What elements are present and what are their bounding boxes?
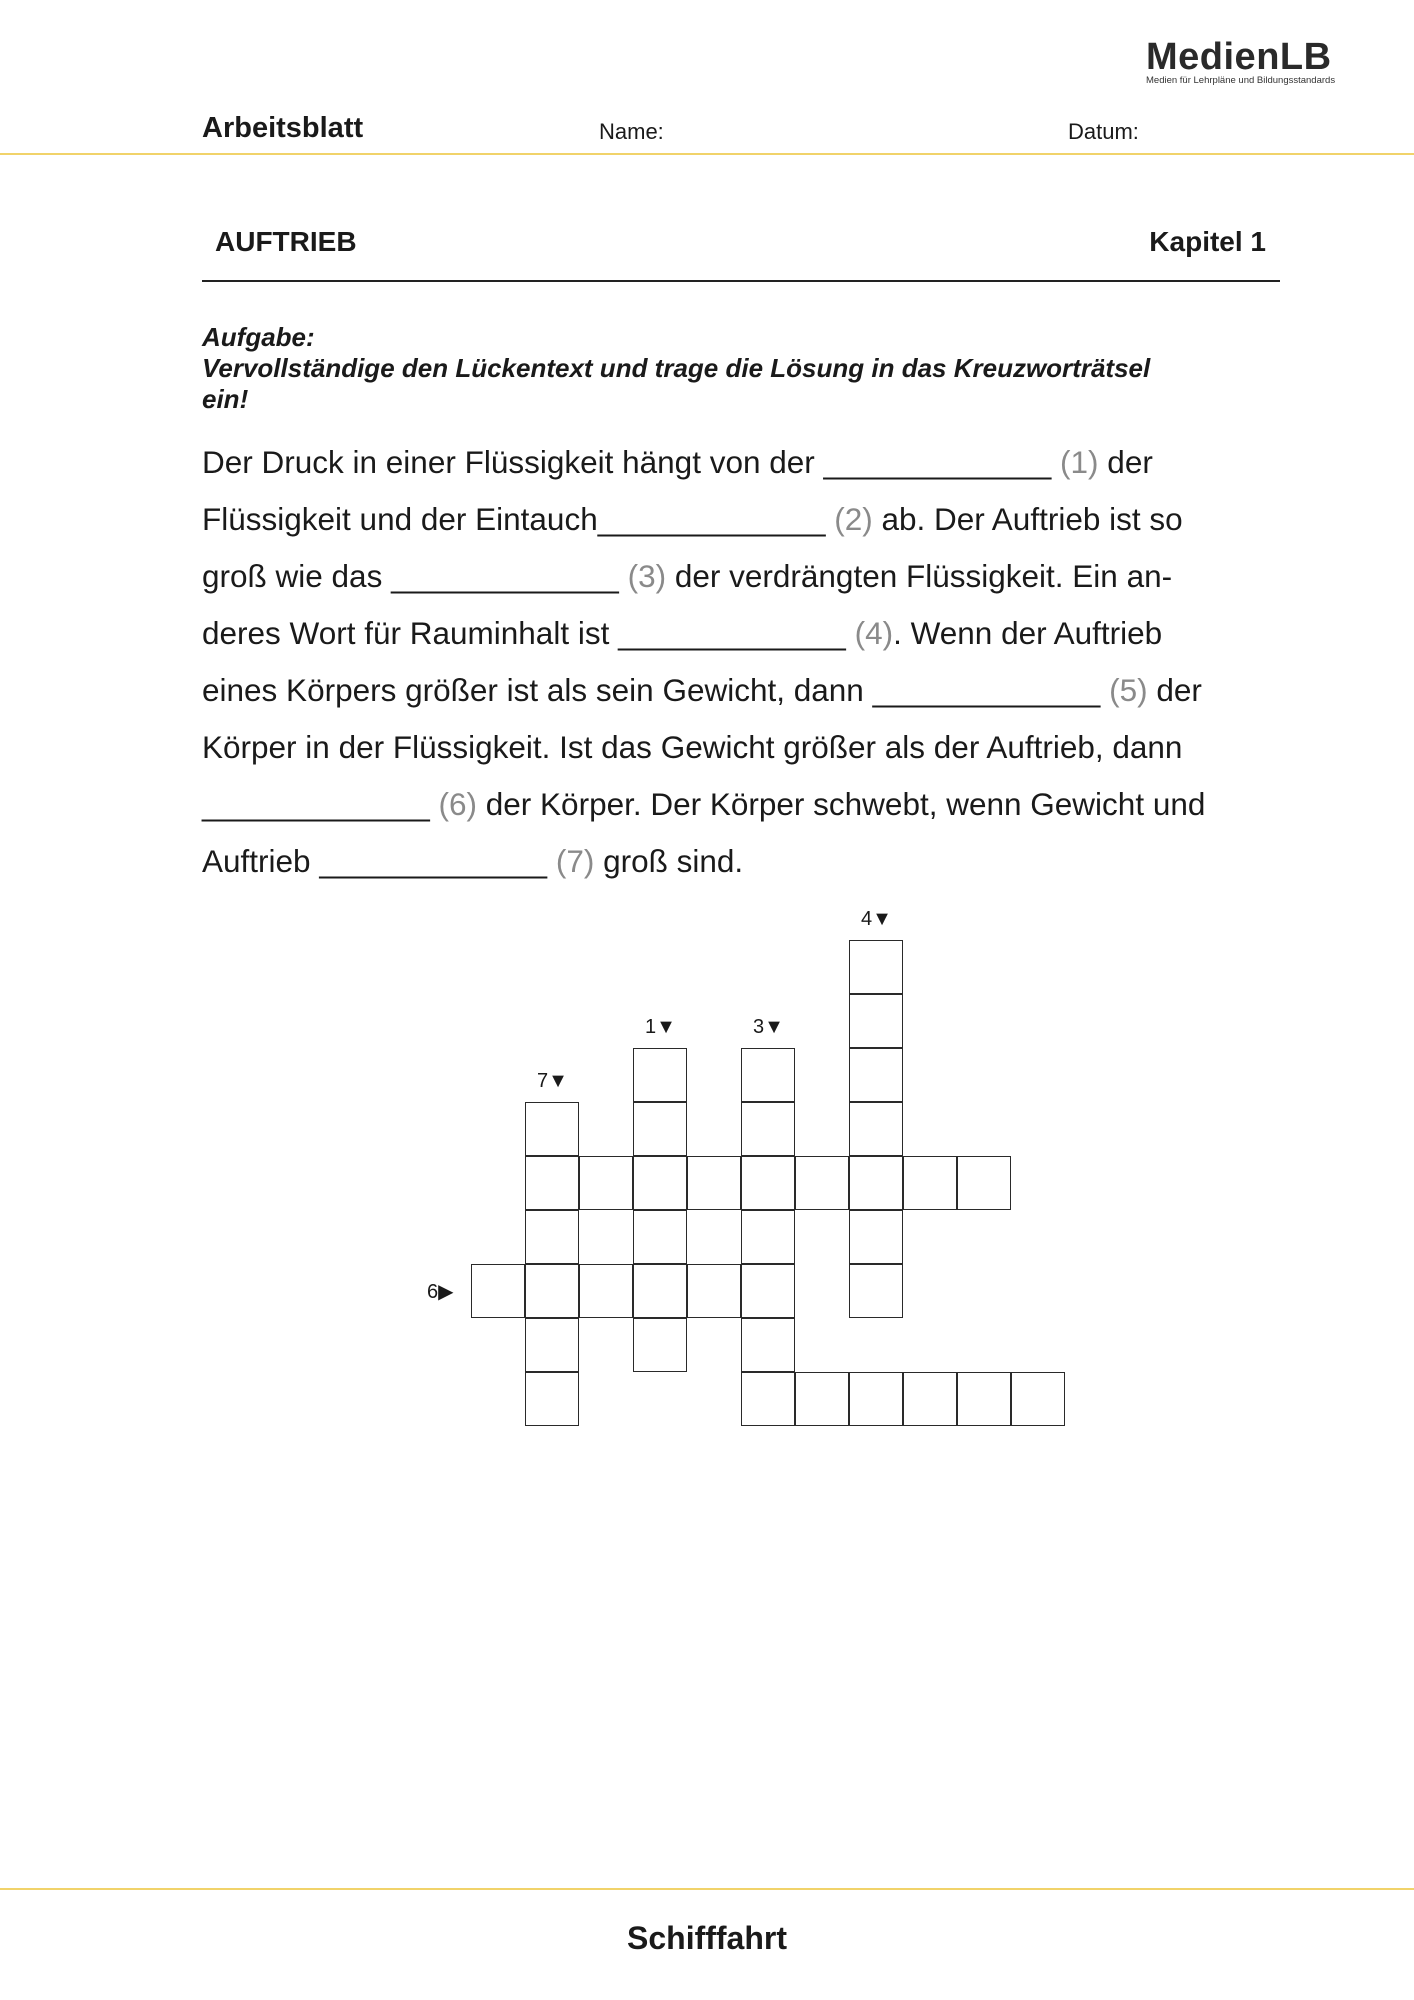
cloze-text-segment: der	[1098, 444, 1153, 480]
crossword-cell[interactable]	[795, 1156, 849, 1210]
cloze-text-segment: groß wie das	[202, 558, 392, 594]
cloze-text-segment: der verdrängten Flüssigkeit. Ein an-	[666, 558, 1173, 594]
crossword-cell[interactable]	[525, 1102, 579, 1156]
topic-heading: AUFTRIEB	[215, 226, 357, 257]
answer-blank[interactable]: _____________	[823, 444, 1052, 480]
answer-blank[interactable]: _____________	[872, 672, 1101, 708]
crossword-cell[interactable]	[525, 1210, 579, 1264]
crossword-cell[interactable]	[903, 1372, 957, 1426]
footer-divider	[0, 1888, 1414, 1890]
logo-tagline: Medien für Lehrpläne und Bildungsstandards	[1146, 75, 1336, 86]
answer-blank[interactable]: _____________	[319, 843, 548, 879]
cloze-text-segment: groß sind.	[594, 843, 744, 879]
crossword-cell[interactable]	[579, 1264, 633, 1318]
date-field-label: Datum:	[1068, 119, 1139, 144]
crossword-cell[interactable]	[741, 1156, 795, 1210]
crossword-cell[interactable]	[741, 1102, 795, 1156]
answer-blank[interactable]: _____________	[597, 501, 826, 537]
cloze-text-segment: eines Körpers größer ist als sein Gewicht, dann	[202, 672, 873, 708]
name-field-label: Name:	[599, 119, 664, 144]
crossword-cell[interactable]	[849, 1264, 903, 1318]
crossword-cell[interactable]	[525, 1318, 579, 1372]
crossword-cell[interactable]	[849, 1210, 903, 1264]
crossword-cell[interactable]	[633, 1048, 687, 1102]
cloze-text-segment: ab. Der Auftrieb ist so	[872, 501, 1183, 537]
crossword-cell[interactable]	[849, 940, 903, 994]
answer-blank[interactable]: _____________	[202, 786, 430, 822]
crossword-cell[interactable]	[849, 994, 903, 1048]
crossword-cell[interactable]	[633, 1102, 687, 1156]
chapter-heading: Kapitel 1	[1149, 226, 1266, 257]
clue-label-4: 4▼	[861, 908, 892, 930]
blank-number: (6)	[438, 786, 478, 822]
crossword-cell[interactable]	[903, 1156, 957, 1210]
crossword-cell[interactable]	[741, 1264, 795, 1318]
cloze-text-segment: Der Druck in einer Flüssigkeit hängt von der	[202, 444, 824, 480]
crossword-cell[interactable]	[849, 1102, 903, 1156]
clue-label-3: 3▼	[753, 1016, 784, 1038]
blank-number: (5)	[1109, 672, 1148, 708]
crossword-cell[interactable]	[741, 1318, 795, 1372]
crossword-cell[interactable]	[633, 1156, 687, 1210]
crossword-cell[interactable]	[471, 1264, 525, 1318]
crossword-cell[interactable]	[525, 1264, 579, 1318]
clue-label-6: 6▶	[427, 1281, 454, 1303]
crossword-cell[interactable]	[633, 1318, 687, 1372]
crossword-cell[interactable]	[795, 1372, 849, 1426]
cloze-text-segment: . Wenn der Auftrieb	[893, 615, 1163, 651]
crossword-cell[interactable]	[687, 1156, 741, 1210]
crossword-cell[interactable]	[741, 1210, 795, 1264]
task-instruction-line-2: ein!	[202, 384, 249, 414]
crossword-cell[interactable]	[957, 1156, 1011, 1210]
blank-number: (1)	[1060, 444, 1099, 480]
cloze-text-segment: Flüssigkeit und der Eintauch	[202, 501, 598, 537]
cloze-text-segment: der	[1147, 672, 1202, 708]
footer-series-title: Schifffahrt	[627, 1920, 787, 1956]
blank-number: (3)	[627, 558, 667, 594]
task-instruction-line-1: Vervollständige den Lückentext und trage die Lösung in das Kreuzworträtsel	[202, 353, 1151, 383]
crossword-cell[interactable]	[525, 1372, 579, 1426]
crossword-cell[interactable]	[741, 1372, 795, 1426]
blank-number: (4)	[854, 615, 894, 651]
blank-number: (7)	[555, 843, 595, 879]
crossword-cell[interactable]	[849, 1156, 903, 1210]
cloze-text-segment: Körper in der Flüssigkeit. Ist das Gewicht größer als der Auftrieb, dann	[202, 729, 1183, 765]
crossword-cell[interactable]	[849, 1372, 903, 1426]
worksheet-title: Arbeitsblatt	[202, 112, 364, 144]
crossword-cell[interactable]	[525, 1156, 579, 1210]
cloze-text-segment: der Körper. Der Körper schwebt, wenn Gewicht und	[477, 786, 1206, 822]
cloze-text-segment: deres Wort für Rauminhalt ist	[202, 615, 619, 651]
crossword-cell[interactable]	[633, 1264, 687, 1318]
logo-wordmark: MedienLB	[1146, 36, 1332, 78]
crossword-cell[interactable]	[957, 1372, 1011, 1426]
task-label: Aufgabe:	[202, 322, 315, 352]
crossword-cell[interactable]	[849, 1048, 903, 1102]
crossword-cell[interactable]	[633, 1210, 687, 1264]
blank-number: (2)	[834, 501, 873, 537]
crossword-cell[interactable]	[687, 1264, 741, 1318]
crossword-cell[interactable]	[741, 1048, 795, 1102]
clue-label-1: 1▼	[645, 1016, 676, 1038]
crossword-cell[interactable]	[1011, 1372, 1065, 1426]
answer-blank[interactable]: _____________	[618, 615, 846, 651]
clue-label-7: 7▼	[537, 1070, 568, 1092]
answer-blank[interactable]: _____________	[391, 558, 619, 594]
cloze-text-segment: Auftrieb	[202, 843, 320, 879]
crossword-cell[interactable]	[579, 1156, 633, 1210]
